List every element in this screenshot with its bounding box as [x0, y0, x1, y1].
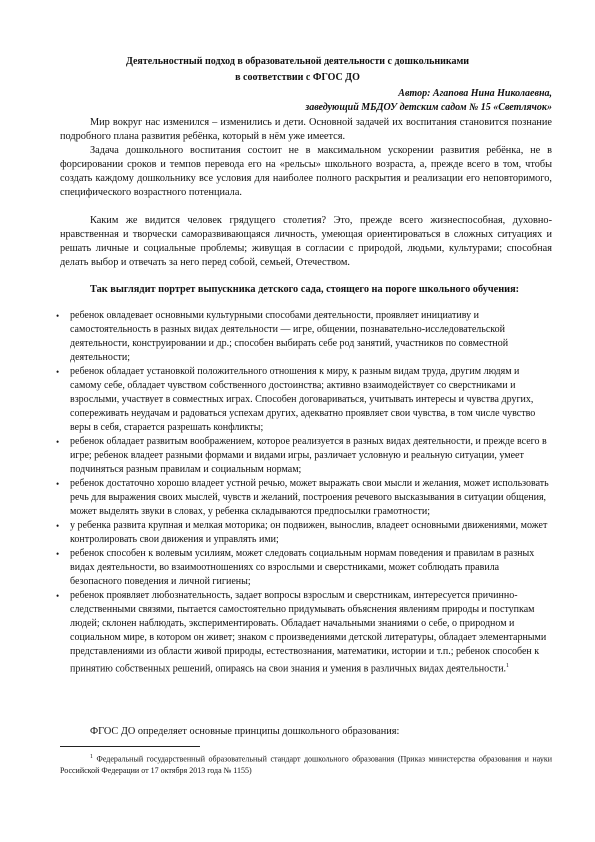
bullet-icon: • — [56, 311, 60, 321]
list-item-text: ребенок проявляет любознательность, задает вопросы взрослым и сверстникам, интересуется причинно-следственными связями, пытается самостоятельно придумывать объяснения явлениям природы и поступкам людей; склонен наблюдать, экспериментировать. Обладает начальными знаниями о себе, о природном и социальном мире, в котором он живет; знаком с произведениями детской литературы, обладает элементарными представлениями из области живой природы, естествознания, математики, истории и т.п.; ребенок способен к принятию собственных решений, опираясь на свои знания и умения в различных видах деятельности. — [70, 590, 547, 675]
list-item — [56, 309, 552, 365]
author-name: Автор: Агапова Нина Николаевна, — [398, 88, 552, 99]
list-item — [56, 435, 552, 477]
list-item — [56, 589, 552, 676]
author-position: заведующий МБДОУ детским садом № 15 «Светлячок» — [305, 102, 552, 113]
paragraph-world-changed: Мир вокруг нас изменился – изменились и дети. Основной задачей их воспитания становится познание подробного плана развития ребёнка, который в нём уже имеется. — [60, 117, 552, 142]
list-item — [56, 477, 552, 519]
paragraph-preschool-task: Задача дошкольного воспитания состоит не в максимальном ускорении развития ребёнка, не в форсировании сроков и темпов перевода его на «рельсы» школьного возраста, а, прежде всего в том, чтобы создать каждому дошкольнику все условия для наиболее полного раскрытия и реализации его неповторимого, специфического возрастного потенциала. — [60, 145, 552, 198]
bullet-icon: • — [56, 479, 60, 489]
list-item-text: ребенок овладевает основными культурными способами деятельности, проявляет инициативу и самостоятельность в разных видах деятельности — игре, общении, познавательно-исследовательской деятельности, конструировании и др.; способен выбирать себе род занятий, участников по совместной деятельности; — [70, 310, 509, 363]
document-title-line-1: Деятельностный подход в образовательной деятельности с дошкольниками — [125, 56, 470, 67]
bullet-icon: • — [56, 521, 60, 531]
footnote-mark: 1 — [90, 754, 93, 760]
list-item — [56, 519, 552, 547]
bullet-icon: • — [56, 591, 60, 601]
paragraph-graduate-portrait: Так выглядит портрет выпускника детского сада, стоящего на пороге школьного обучения: — [90, 284, 520, 295]
paragraph-future-person: Каким же видится человек грядущего столетия? Это, прежде всего жизнеспособная, духовно- нравственная и творчески саморазвивающаяся личность, умеющая ориентироваться в сложных ситуациях и решать личные и социальные проблемы; живущая в согласии с природой, людьми, культурами; способная делать выбор и отвечать за него перед собой, семьей, Отечеством. — [60, 215, 552, 268]
bullet-icon: • — [56, 437, 60, 447]
list-item-text: ребенок обладает установкой положительного отношения к миру, к разным видам труда, другим людям и самому себе, обладает чувством собственного достоинства; активно взаимодействует со сверстниками и взрослыми, участвует в совместных играх. Способен договариваться, учитывать интересы и чувства других, сопереживать неудачам и радоваться успехам других, адекватно проявляет свои чувства, в том числе чувство веры в себя, старается разрешать конфликты; — [70, 366, 536, 433]
bullet-icon: • — [56, 367, 60, 377]
footnote — [60, 752, 552, 776]
footnote-reference[interactable]: 1 — [506, 663, 510, 669]
paragraph-fgos-principles: ФГОС ДО определяет основные принципы дошкольного образования: — [90, 726, 400, 737]
list-item-text: ребенок достаточно хорошо владеет устной речью, может выражать свои мысли и желания, может использовать речь для выражения своих мыслей, чувств и желаний, построения речевого высказывания в ситуации общения, может выделять звуки в словах, у ребенка складываются предпосылки грамотности; — [70, 478, 549, 517]
footnote-divider — [60, 746, 200, 747]
document-title-line-2: в соответствии с ФГОС ДО — [235, 72, 360, 83]
list-item-text: ребенок обладает развитым воображением, которое реализуется в разных видах деятельности, и прежде всего в игре; ребенок владеет разными формами и видами игры, различает условную и реальную ситуации, умеет подчиняться разным правилам и социальным нормам; — [70, 436, 547, 475]
bullet-icon: • — [56, 549, 60, 559]
list-item-text: ребенок способен к волевым усилиям, может следовать социальным нормам поведения и правилам в разных видах деятельности, во взаимоотношениях со взрослыми и сверстниками, может соблюдать правила безопасного поведения и личной гигиены; — [70, 548, 535, 587]
list-item — [56, 365, 552, 435]
graduate-traits-list — [56, 309, 552, 676]
list-item — [56, 547, 552, 589]
footnote-text: Федеральный государственный образовательный стандарт дошкольного образования (Приказ министерства образования и науки Российской Федерации от 17 октября 2013 года № 1155) — [60, 754, 552, 775]
list-item-text: у ребенка развита крупная и мелкая моторика; он подвижен, вынослив, владеет основными движениями, может контролировать свои движения и управлять ими; — [70, 520, 548, 545]
